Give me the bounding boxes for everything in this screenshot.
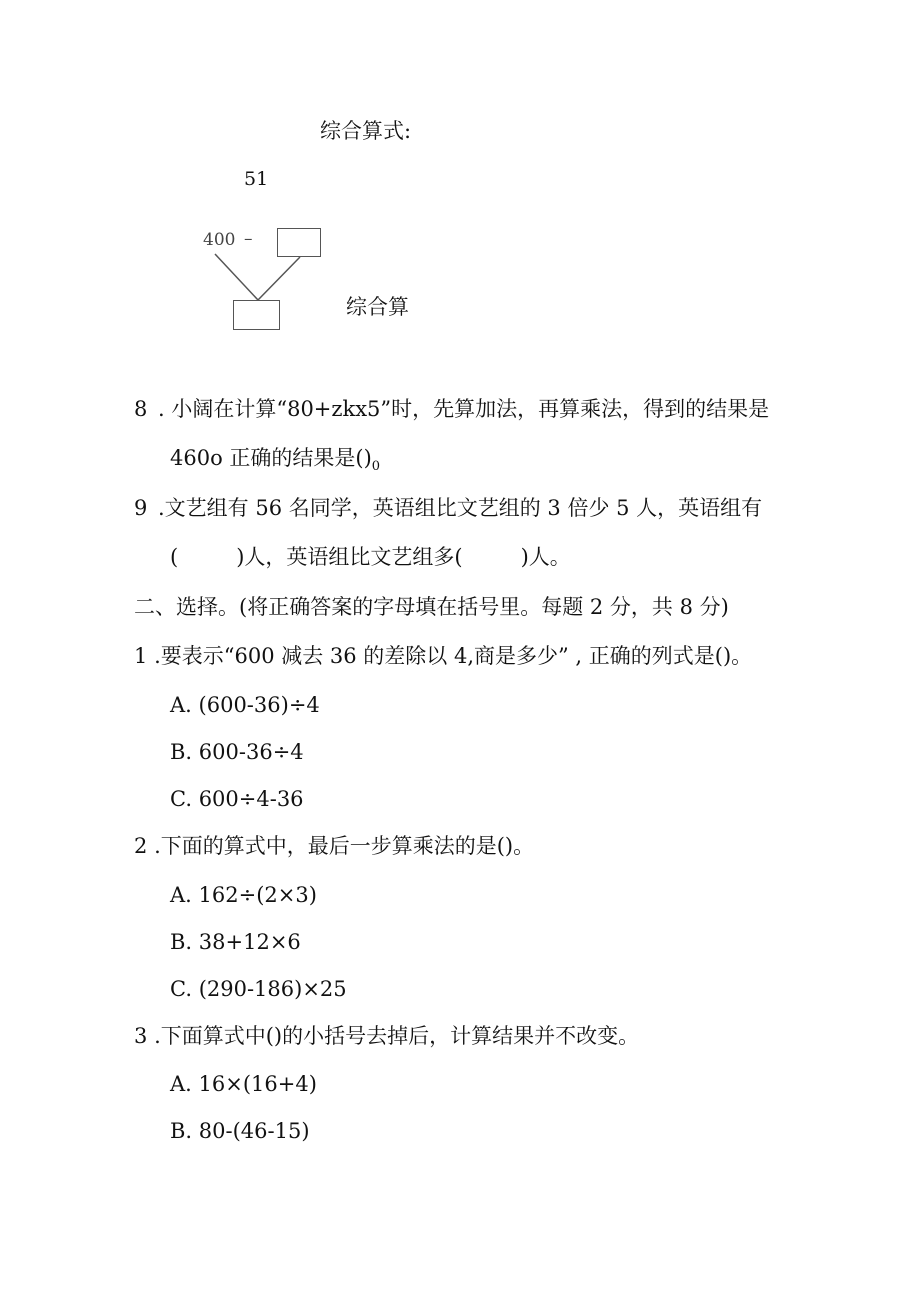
option-text: (600-36)÷4 [198, 693, 320, 717]
option-text: 162÷(2×3) [198, 883, 317, 907]
choice-q2-option-a[interactable] [170, 885, 317, 906]
choice-q2-number: 2 [134, 834, 148, 858]
q9-line-2 [170, 547, 571, 568]
choice-q3-option-b[interactable] [170, 1121, 310, 1142]
option-text: 38+12×6 [198, 930, 301, 954]
diagram-answer-box-top[interactable] [277, 228, 321, 257]
q8-number: 8 [134, 397, 148, 421]
choice-q1-option-c[interactable] [170, 789, 304, 810]
section-2-title: 二、选择。(将正确答案的字母填在括号里。每题 2 分，共 8 分) [134, 595, 729, 619]
q8-line-1: . 小阔在计算“80+zkx5”时，先算加法，再算乘法，得到的结果是 [158, 397, 770, 421]
option-letter: C. [170, 977, 192, 1001]
q8-line-2-text: 460o 正确的结果是() [170, 446, 372, 470]
choice-q1-option-b[interactable] [170, 742, 304, 763]
q9-middle-text: )人，英语组比文艺组多( [236, 545, 463, 569]
diagram-answer-box-bottom[interactable] [233, 300, 280, 330]
option-text: (290-186)×25 [198, 977, 347, 1001]
q8-subscript: 0 [371, 459, 381, 474]
diagram-connector-lines [0, 0, 920, 360]
choice-q1-text: .要表示“600 减去 36 的差除以 4,商是多少” , 正确的列式是()。 [154, 644, 753, 668]
formula-label-2: 综合算 [346, 295, 409, 319]
option-letter: B. [170, 1119, 193, 1143]
option-text: 80-(46-15) [198, 1119, 310, 1143]
option-text: 600÷4-36 [198, 787, 304, 811]
choice-q3 [134, 1026, 639, 1047]
option-letter: B. [170, 740, 193, 764]
choice-q2-text: .下面的算式中，最后一步算乘法的是()。 [154, 834, 535, 858]
diagram-number: 400 [203, 230, 236, 250]
choice-q3-option-a[interactable] [170, 1074, 317, 1095]
q9-line-1: .文艺组有 56 名同学，英语组比文艺组的 3 倍少 5 人，英语组有 [158, 496, 763, 520]
q8-line-2 [170, 446, 381, 474]
choice-q1-option-a[interactable] [170, 695, 320, 716]
choice-q2-option-b[interactable] [170, 932, 301, 953]
choice-q3-text: .下面算式中()的小括号去掉后，计算结果并不改变。 [154, 1024, 640, 1048]
option-letter: A. [170, 1072, 192, 1096]
q9-number: 9 [134, 496, 148, 520]
choice-q1 [134, 646, 752, 667]
formula-label-1: 综合算式: [320, 119, 412, 143]
choice-q1-number: 1 [134, 644, 148, 668]
option-letter: C. [170, 787, 192, 811]
option-text: 600-36÷4 [198, 740, 304, 764]
option-letter: A. [170, 883, 192, 907]
q9-end-text: )人。 [520, 545, 571, 569]
option-text: 16×(16+4) [198, 1072, 317, 1096]
option-letter: A. [170, 693, 192, 717]
choice-q3-number: 3 [134, 1024, 148, 1048]
choice-q2 [134, 836, 534, 857]
diagram-minus: – [244, 229, 253, 249]
number-51: 51 [244, 168, 269, 190]
option-letter: B. [170, 930, 193, 954]
q9-open-paren: ( [170, 545, 179, 569]
choice-q2-option-c[interactable] [170, 979, 347, 1000]
